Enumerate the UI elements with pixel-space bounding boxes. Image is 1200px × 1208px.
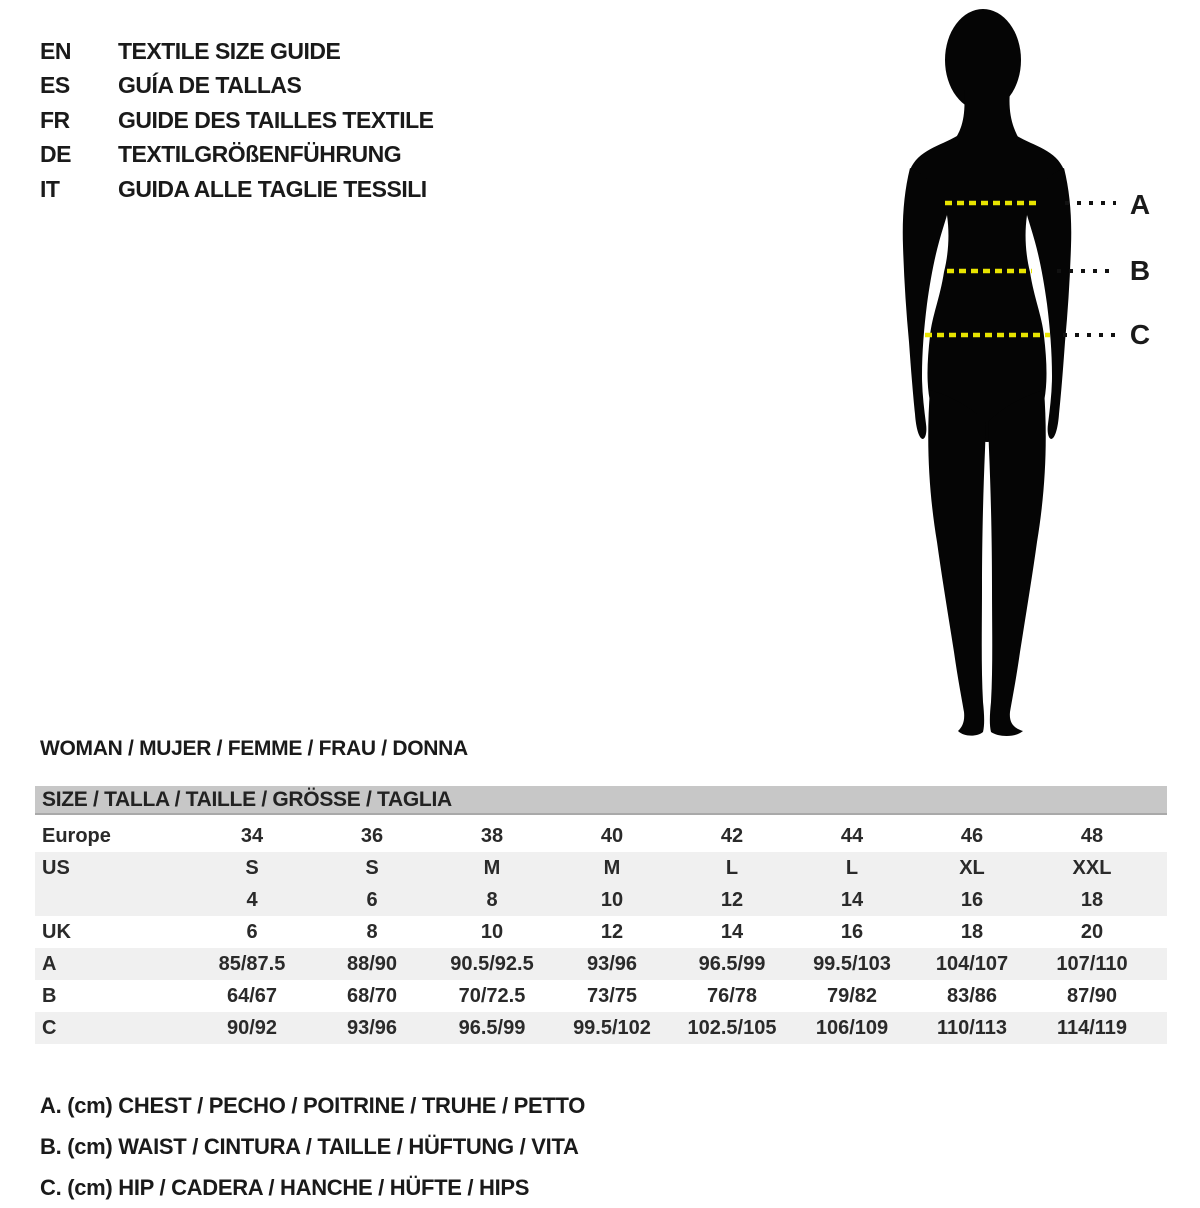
table-cell: 16 (960, 888, 984, 911)
lang-code: ES (40, 72, 70, 99)
table-row-us-numeric (35, 884, 1167, 916)
table-cell: 90.5/92.5 (450, 952, 534, 975)
table-cell: 93/96 (586, 952, 638, 975)
table-cell: 88/90 (346, 952, 398, 975)
table-cell: 76/78 (706, 984, 758, 1007)
lang-row-de (40, 138, 434, 173)
table-cell: 79/82 (826, 984, 878, 1007)
table-cell: 114/119 (1056, 1016, 1128, 1039)
table-cell: 93/96 (346, 1016, 398, 1039)
language-list (40, 34, 434, 207)
table-cell: 99.5/103 (813, 952, 891, 975)
silhouette-left-leg (928, 390, 986, 736)
table-cell: 64/67 (226, 984, 278, 1007)
table-cell: 96.5/99 (698, 952, 766, 975)
table-cell: 16 (840, 920, 864, 943)
row-label: Europe (42, 824, 111, 847)
table-cell: 107/110 (1056, 952, 1128, 975)
row-label: B (42, 984, 57, 1007)
lang-code: IT (40, 175, 60, 202)
table-cell: 14 (720, 920, 744, 943)
legend-chest: A. (cm) CHEST / PECHO / POITRINE / TRUHE / PETTO (40, 1093, 586, 1118)
table-cell: 34 (240, 824, 264, 847)
table-cell: 8 (486, 888, 498, 911)
lang-code: DE (40, 141, 71, 168)
table-cell: 48 (1080, 824, 1104, 847)
size-table-header: SIZE / TALLA / TAILLE / GRÖSSE / TAGLIA (35, 786, 1167, 815)
table-cell: 14 (840, 888, 864, 911)
table-cell: 70/72.5 (458, 984, 526, 1007)
table-cell: 42 (720, 824, 744, 847)
legend-hip: C. (cm) HIP / CADERA / HANCHE / HÜFTE / HIPS (40, 1175, 530, 1200)
table-cell: 6 (246, 920, 258, 943)
lang-label: TEXTILE SIZE GUIDE (118, 37, 341, 64)
table-row-chest (35, 948, 1167, 980)
table-cell: 18 (1080, 888, 1104, 911)
table-cell: 102.5/105 (687, 1016, 777, 1039)
table-cell: 46 (960, 824, 984, 847)
table-cell: 12 (600, 920, 624, 943)
table-cell: 73/75 (586, 984, 638, 1007)
table-cell: 18 (960, 920, 984, 943)
lang-label: TEXTILGRÖßENFÜHRUNG (118, 141, 402, 168)
table-cell: M (603, 856, 621, 879)
lang-label: GUIDE DES TAILLES TEXTILE (118, 106, 434, 133)
lang-label: GUIDA ALLE TAGLIE TESSILI (118, 175, 427, 202)
section-title-woman: WOMAN / MUJER / FEMME / FRAU / DONNA (40, 737, 468, 760)
lang-code: EN (40, 37, 71, 64)
table-row-uk (35, 916, 1167, 948)
table-cell: 38 (480, 824, 504, 847)
table-cell: 40 (600, 824, 624, 847)
table-cell: S (245, 856, 259, 879)
lang-row-fr (40, 103, 434, 138)
table-cell: 4 (246, 888, 258, 911)
table-cell: 10 (480, 920, 504, 943)
legend-waist: B. (cm) WAIST / CINTURA / TAILLE / HÜFTUNG / VITA (40, 1134, 579, 1159)
table-row-europe (35, 820, 1167, 852)
table-cell: 85/87.5 (218, 952, 286, 975)
row-label: A (42, 952, 57, 975)
table-cell: 106/109 (815, 1016, 889, 1039)
table-cell: 110/113 (936, 1016, 1008, 1039)
table-cell: 12 (720, 888, 744, 911)
table-cell: 99.5/102 (573, 1016, 651, 1039)
table-cell: 68/70 (346, 984, 398, 1007)
table-cell: 20 (1080, 920, 1104, 943)
table-row-hip (35, 1012, 1167, 1044)
lang-row-es (40, 69, 434, 104)
table-cell: 90/92 (226, 1016, 278, 1039)
table-cell: 36 (360, 824, 384, 847)
chest-marker-label: A (1129, 189, 1151, 220)
table-cell: 6 (366, 888, 378, 911)
size-table (35, 786, 1167, 1044)
lang-label: GUÍA DE TALLAS (118, 72, 302, 99)
silhouette-right-leg (988, 390, 1046, 736)
hip-marker-label: C (1129, 319, 1151, 350)
row-label: US (42, 856, 70, 879)
table-cell: XXL (1072, 856, 1112, 879)
table-row-us (35, 852, 1167, 884)
lang-row-it (40, 172, 434, 207)
table-cell: 83/86 (946, 984, 998, 1007)
woman-silhouette (860, 0, 1160, 740)
table-cell: 8 (366, 920, 378, 943)
lang-code: FR (40, 106, 70, 133)
measurement-legend (40, 1085, 585, 1208)
table-cell: M (483, 856, 501, 879)
table-cell: XL (959, 856, 985, 879)
table-cell: 96.5/99 (458, 1016, 526, 1039)
table-cell: 87/90 (1066, 984, 1118, 1007)
row-label: UK (42, 920, 71, 943)
table-cell: L (845, 856, 859, 879)
waist-marker-label: B (1129, 255, 1151, 286)
table-cell: S (365, 856, 379, 879)
table-cell: L (725, 856, 739, 879)
lang-row-en (40, 34, 434, 69)
table-cell: 10 (600, 888, 624, 911)
row-label: C (42, 1016, 57, 1039)
table-cell: 104/107 (935, 952, 1009, 975)
table-row-waist (35, 980, 1167, 1012)
table-cell: 44 (840, 824, 864, 847)
